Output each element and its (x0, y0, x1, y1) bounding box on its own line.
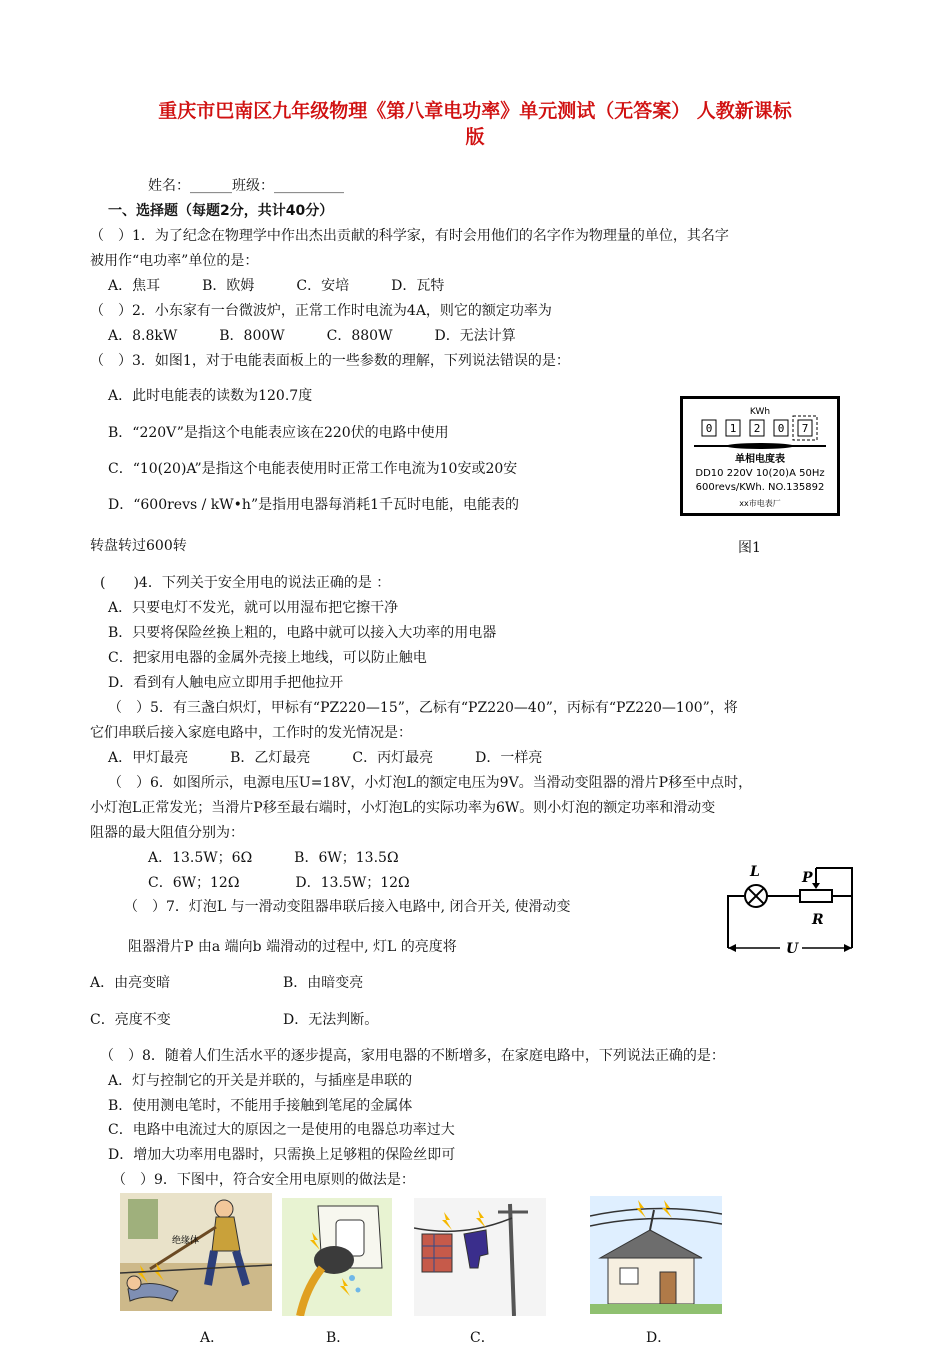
figure-1-caption: 图1 (738, 540, 761, 556)
q1-text: （ ）1．为了纪念在物理学中作出杰出贡献的科学家，有时会用他们的名字作为物理量的单位，其名字 (90, 228, 729, 244)
q8-option-a: A．灯与控制它的开关是并联的，与插座是串联的 (108, 1073, 413, 1089)
picture-d-house (590, 1196, 722, 1314)
q6-text-cont: 小灯泡L正常发光；当滑片P移至最右端时，小灯泡L的实际功率为6W。则小灯泡的额定功率和滑动变 (90, 800, 716, 816)
picture-c-label: C． (470, 1330, 495, 1346)
q8-option-c: C．电路中电流过大的原因之一是使用的电器总功率过大 (108, 1122, 455, 1138)
voltage-arrow-right (844, 944, 852, 952)
q8-option-b: B．使用测电笔时，不能用手接触到笔尾的金属体 (108, 1098, 413, 1114)
q7-text-cont: 阻器滑片P 由a 端向b 端滑动的过程中, 灯L 的亮度将 (128, 939, 457, 955)
document-title-line2: 版 (465, 126, 485, 148)
q5-text: （ ）5．有三盏白炽灯，甲标有“PZ220—15”，乙标有“PZ220—40”，丙标有“PZ220—100”，将 (108, 700, 738, 716)
q2-text: （ ）2．小东家有一台微波炉，正常工作时电流为4A，则它的额定功率为 (90, 303, 552, 319)
q5-options: A．甲灯最亮 B．乙灯最亮 C．丙灯最亮 D．一样亮 (108, 750, 543, 766)
document-title-line1: 重庆市巴南区九年级物理《第八章电功率》单元测试（无答案） 人教新课标 (158, 100, 792, 122)
meter-digit: 0 (777, 422, 785, 435)
q6-options-cd: C．6W；12Ω D．13.5W；12Ω (148, 875, 410, 891)
picture-b-plug (282, 1198, 392, 1316)
meter-digit: 7 (801, 422, 809, 435)
q3-option-d: D．“600revs / kW•h”是指用电器每消耗1千瓦时电能，电能表的 (108, 497, 520, 513)
q7-option-b: B．由暗变亮 (283, 975, 364, 991)
meter-spec-2: 600revs/KWh. NO.135892 (695, 482, 825, 493)
q3-option-d-cont: 转盘转过600转 (90, 538, 187, 554)
q3-option-b: B．“220V”是指这个电能表应该在220伏的电路中使用 (108, 425, 449, 441)
name-class-line: 姓名：______班级：__________ (148, 178, 344, 194)
label-resistor: R (812, 912, 824, 928)
q1-options: A．焦耳 B．欧姆 C．安培 D．瓦特 (108, 278, 445, 294)
q3-option-c: C．“10(20)A”是指这个电能表使用时正常工作电流为10安或20安 (108, 461, 518, 477)
q6-text-cont2: 阻器的最大阻值分别为： (90, 825, 244, 841)
q8-text: （ ）8．随着人们生活水平的逐步提高，家用电器的不断增多，在家庭电路中，下列说法正确的是： (100, 1048, 725, 1064)
meter-digit: 0 (705, 422, 713, 435)
circuit-diagram (720, 856, 865, 956)
meter-digit: 1 (729, 422, 737, 435)
q9-text: （ ）9．下图中，符合安全用电原则的做法是： (112, 1172, 415, 1188)
q8-option-d: D．增加大功率用电器时，只需换上足够粗的保险丝即可 (108, 1147, 456, 1163)
meter-unit: KWh (749, 407, 771, 417)
q1-text-cont: 被用作“电功率”单位的是： (90, 253, 259, 269)
q3-text: （ ）3．如图1，对于电能表面板上的一些参数的理解，下列说法错误的是： (90, 353, 570, 369)
label-voltage: U (786, 941, 799, 956)
picture-a-label: A． (200, 1330, 225, 1346)
meter-spec-1: DD10 220V 10(20)A 50Hz (695, 468, 825, 479)
q7-option-a: A．由亮变暗 (90, 975, 171, 991)
q7-text: （ ）7．灯泡L 与一滑动变阻器串联后接入电路中, 闭合开关, 使滑动变 (124, 899, 571, 915)
q2-options: A．8.8kW B．800W C．880W D．无法计算 (108, 328, 516, 344)
q4-option-a: A．只要电灯不发光，就可以用湿布把它擦干净 (108, 600, 399, 616)
meter-digit: 2 (753, 422, 761, 435)
q4-option-d: D．看到有人触电应立即用手把他拉开 (108, 675, 344, 691)
q3-option-a: A．此时电能表的读数为120.7度 (108, 388, 313, 404)
q4-option-b: B．只要将保险丝换上粗的，电路中就可以接入大功率的用电器 (108, 625, 497, 641)
meter-name: 单相电度表 (735, 454, 785, 465)
label-slider: P (802, 870, 813, 886)
q5-text-cont: 它们串联后接入家庭电路中，工作时的发光情况是： (90, 725, 412, 741)
slider-arrow (812, 883, 820, 889)
q6-options-ab: A．13.5W；6Ω B．6W；13.5Ω (148, 850, 399, 866)
section-heading: 一、选择题（每题2分，共计40分） (108, 203, 334, 219)
energy-meter-figure (680, 396, 840, 516)
q7-option-c: C．亮度不变 (90, 1012, 171, 1028)
picture-d-label: D． (646, 1330, 672, 1346)
picture-a-sign: 绝缘体 (172, 1236, 200, 1246)
voltage-arrow-left (728, 944, 736, 952)
label-lamp: L (750, 864, 760, 880)
picture-c-clothes (414, 1198, 546, 1316)
q6-text: （ ）6．如图所示，电源电压U=18V，小灯泡L的额定电压为9V。当滑动变阻器的滑片P移至中点时， (108, 775, 753, 791)
q4-text: ( )4．下列关于安全用电的说法正确的是 ： (100, 575, 391, 591)
q4-option-c: C．把家用电器的金属外壳接上地线，可以防止触电 (108, 650, 427, 666)
q7-option-d: D．无法判断。 (283, 1012, 379, 1028)
picture-b-label: B． (326, 1330, 351, 1346)
picture-a-rescue (120, 1193, 272, 1311)
meter-maker: xx市电表厂 (739, 499, 781, 508)
